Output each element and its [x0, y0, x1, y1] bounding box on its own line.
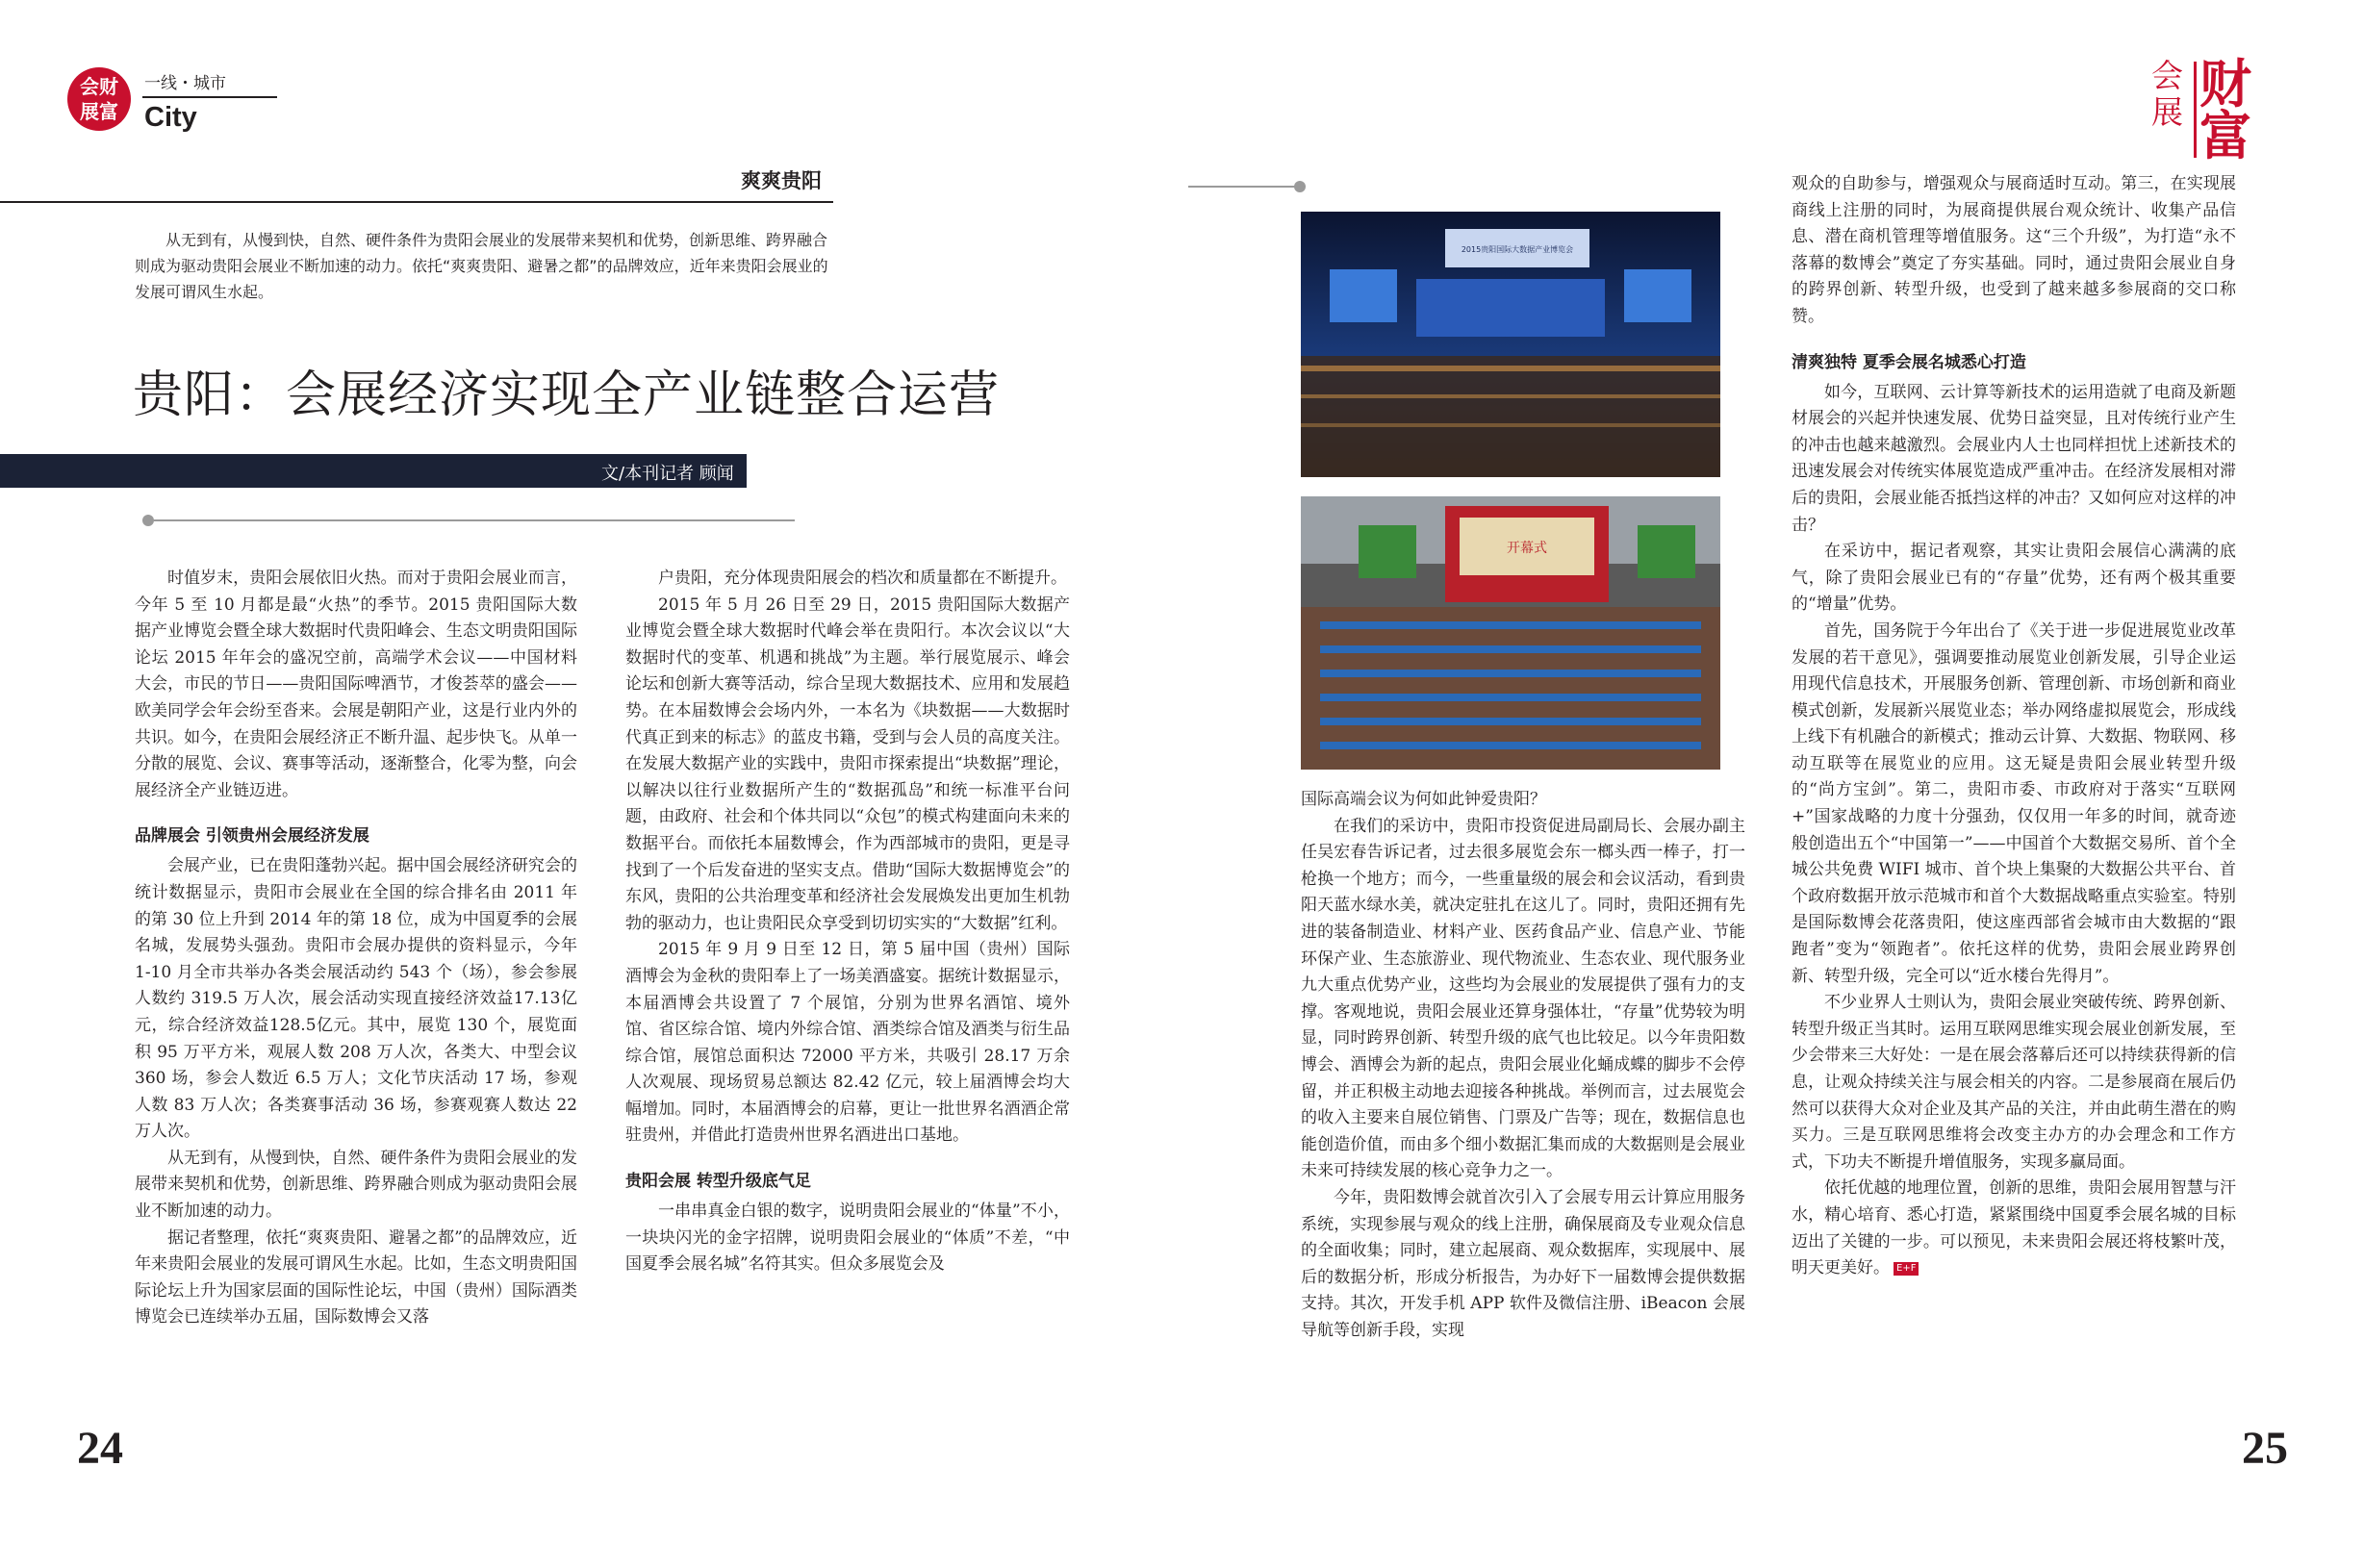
col1-subheading: 品牌展会 引领贵州会展经济发展 — [135, 826, 369, 847]
section-label-small: 一线・城市 — [144, 74, 226, 93]
col4-paragraph: 在采访中，据记者观察，其实让贵阳会展信心满满的底气，除了贵阳会展业已有的“存量”优势，还有两个极其重要的“增量”优势。 — [1792, 542, 2236, 615]
end-mark: E+F — [1894, 1262, 1919, 1276]
column-1 — [135, 566, 577, 1331]
photo-opening-ceremony-svg — [1301, 496, 1720, 770]
col4-subheading: 清爽独特 夏季会展名城悉心打造 — [1792, 352, 2026, 372]
col2-paragraph: 户贵阳，充分体现贵阳展会的档次和质量都在不断提升。 — [658, 569, 1067, 588]
article-kicker: 爽爽贵阳 — [741, 169, 822, 192]
column-2 — [625, 566, 1070, 1278]
kicker-rule — [0, 201, 833, 203]
logo-right-big: 财 富 — [2199, 53, 2251, 166]
col4-paragraph: 依托优越的地理位置，创新的思维，贵阳会展用智慧与汗水，精心培育、悉心打造，紧紧围绕中国夏季会展名城的目标迈出了关键的一步。可以预见，未来贵阳会展还将枝繁叶茂，明天更美好。 E+F — [1792, 1178, 2236, 1278]
photo-ceremony-text: 开幕式 — [1507, 541, 1547, 556]
col1-paragraph: 从无到有，从慢到快，自然、硬件条件为贵阳会展业的发展带来契机和优势，创新思维、跨界融合则成为驱动贵阳会展业不断加速的动力。 — [135, 1148, 577, 1222]
col2-paragraph: 一串串真金白银的数字，说明贵阳会展业的“体量”不小，一块块闪光的金字招牌，说明贵阳会展业的“体质”不差，“中国夏季会展名城”名符其实。但众多展览会及 — [625, 1201, 1070, 1275]
col1-paragraph: 会展产业，已在贵阳蓬勃兴起。据中国会展经济研究会的统计数据显示，贵阳市会展业在全国的综合排名由 2011 年的第 30 位上升到 2014 年的第 18 位，成为中国夏季的会展名城，发展势头强劲。贵阳市会展办提供的资料显示，今年 1-10 月全市共举办各类会展活动约 543 个（场），参会参展人数约 319.5 万人次，展会活动实现直接经济效益17.13亿元，综合经济效益128.5亿元。其中，展览 130 个，展览面积 95 万平方米，观展人数 208 万人次，各类大、中型会议 360 场，参会人数近 6.5 万人；文化节庆活动 17 场，参观人数 83 万人次；各类赛事活动 36 场，参赛观赛人数达 22 万人次。 — [135, 856, 577, 1142]
col3-paragraph: 在我们的采访中，贵阳市投资促进局副局长、会展办副主任吴宏春告诉记者，过去很多展览会东一榔头西一棒子，打一枪换一个地方；而今，一些重量级的展会和会议活动，看到贵阳天蓝水绿水美，就决定驻扎在这儿了。同时，贵阳还拥有先进的装备制造业、材料产业、医药食品产业、信息产业、节能环保产业、生态旅游业、现代物流业、生态农业、现代服务业九大重点优势产业，这些均为会展业的发展提供了强有力的支撑。客观地说，贵阳会展业还算身强体壮，“存量”优势较为明显，同时跨界创新、转型升级的底气也比较足。以今年贵阳数博会、酒博会为新的起点，贵阳会展业化蛹成蝶的脚步不会停留，并正积极主动地去迎接各种挑战。举例而言，过去展览会的收入主要来自展位销售、门票及广告等；现在，数据信息也能创造价值，而由多个细小数据汇集而成的大数据则是会展业未来可持续发展的核心竞争力之一。 — [1301, 816, 1745, 1181]
photo-big-data-expo-svg — [1301, 212, 1720, 477]
col3-paragraph: 国际高端会议为何如此钟爱贵阳？ — [1301, 790, 1546, 809]
section-label-city: City — [144, 102, 197, 133]
col4-paragraph: 不少业界人士则认为，贵阳会展业突破传统、跨界创新、转型升级正当其时。运用互联网思维实现会展业创新发展，至少会带来三大好处：一是在展会落幕后还可以持续获得新的信息，让观众持续关注与展会相关的内容。二是参展商在展后仍然可以获得大众对企业及其产品的关注，并由此萌生潜在的购买力。三是互联网思维将会改变主办方的办会理念和工作方式，下功夫不断提升增值服务，实现多赢局面。 — [1792, 993, 2236, 1172]
col2-subheading: 贵阳会展 转型升级底气足 — [625, 1172, 811, 1192]
gray-rule-left — [154, 519, 795, 521]
photo-opening-ceremony-hall — [1301, 496, 1720, 770]
logo-left-line2: 展富 — [80, 100, 118, 123]
article-lead: 从无到有，从慢到快，自然、硬件条件为贵阳会展业的发展带来契机和优势，创新思维、跨界融合则成为驱动贵阳会展业不断加速的动力。依托“爽爽贵阳、避暑之都”的品牌效应，近年来贵阳会展业的发展可谓风生水起。 — [135, 231, 828, 301]
gray-rule-right — [1188, 186, 1296, 188]
col1-paragraph: 时值岁末，贵阳会展依旧火热。而对于贵阳会展业而言，今年 5 至 10 月都是最“火热”的季节。2015 贵阳国际大数据产业博览会暨全球大数据时代贵阳峰会、生态文明贵阳国际论坛 2015 年年会的盛况空前，高端学术会议——中国材料大会，市民的节日——贵阳国际啤酒节，才俊荟萃的盛会——欧美同学会年会纷至沓来。会展是朝阳产业，这是行业内外的共识。如今，在贵阳会展经济正不断升温、起步快飞。从单一分散的展览、会议、赛事等活动，逐渐整合，化零为整，向会展经济全产业链迈进。 — [135, 569, 577, 800]
magazine-logo-right — [2151, 53, 2291, 166]
column-4 — [1792, 171, 2236, 1282]
logo-right-bar — [2194, 62, 2197, 158]
col2-paragraph: 2015 年 5 月 26 日至 29 日，2015 贵阳国际大数据产业博览会暨全球大数据时代峰会举在贵阳行。本次会议以“大数据时代的变革、机遇和挑战”为主题。举行展览展示、峰会论坛和创新大赛等活动，综合呈现大数据技术、应用和发展趋势。在本届数博会会场内外，一本名为《块数据——大数据时代真正到来的标志》的蓝皮书籍，受到与会人员的高度关注。在发展大数据产业的实践中，贵阳市探索提出“块数据”理论，以解决以往行业数据所产生的“数据孤岛”和统一标准平台问题，由政府、社会和个体共同以“众包”的模式构建面向未来的数据平台。而依托本届数博会，作为西部城市的贵阳，更是寻找到了一个后发奋进的坚实支点。借助“国际大数据博览会”的东风，贵阳的公共治理变革和经济社会发展焕发出更加生机勃勃的驱动力，也让贵阳民众享受到切切实实的“大数据”红利。 — [625, 594, 1070, 933]
photo-screen-text: 2015贵阳国际大数据产业博览会 — [1461, 245, 1574, 254]
col1-paragraph: 据记者整理，依托“爽爽贵阳、避暑之都”的品牌效应，近年来贵阳会展业的发展可谓风生水起。比如，生态文明贵阳国际论坛上升为国家层面的国际性论坛，中国（贵州）国际酒类博览会已连续举办五届，国际数博会又落 — [135, 1227, 577, 1328]
logo-right-small: 会 展 — [2151, 57, 2183, 131]
section-rule — [142, 96, 277, 98]
col4-paragraph: 观众的自助参与，增强观众与展商适时互动。第三，在实现展商线上注册的同时，为展商提供展台观众统计、收集产品信息、潜在商机管理等增值服务。这“三个升级”，为打造“永不落幕的数博会”奠定了夯实基础。同时，通过贵阳会展业自身的跨界创新、转型升级，也受到了越来越多参展商的交口称赞。 — [1792, 174, 2236, 326]
col2-paragraph: 2015 年 9 月 9 日至 12 日，第 5 届中国（贵州）国际酒博会为金秋的贵阳奉上了一场美酒盛宴。据统计数据显示，本届酒博会共设置了 7 个展馆，分别为世界名酒馆、境外馆、省区综合馆、境内外综合馆、酒类综合馆及酒类与衍生品综合馆，展馆总面积达 72000 平方米，共吸引 28.17 万余人次观展、现场贸易总额达 82.42 亿元，较上届酒博会均大幅增加。同时，本届酒博会的启幕，更让一批世界名酒酒企常驻贵州，并借此打造贵州世界名酒进出口基地。 — [625, 940, 1070, 1146]
photo-big-data-expo-hall — [1301, 212, 1720, 477]
logo-left-line1: 会财 — [80, 75, 118, 98]
page-number-right: 25 — [2242, 1423, 2288, 1474]
page-number-left: 24 — [77, 1423, 123, 1474]
col3-paragraph: 今年，贵阳数博会就首次引入了会展专用云计算应用服务系统，实现参展与观众的线上注册，确保展商及专业观众信息的全面收集；同时，建立起展商、观众数据库，实现展中、展后的数据分析，形成分析报告，为办好下一届数博会提供数据支持。其次，开发手机 APP 软件及微信注册、iBeacon 会展导航等创新手段，实现 — [1301, 1187, 1745, 1340]
article-byline: 文/本刊记者 顾闻 — [601, 464, 734, 484]
column-3 — [1301, 787, 1745, 1344]
rule-dot-right — [1294, 181, 1306, 192]
article-headline: 贵阳：会展经济实现全产业链整合运营 — [133, 367, 1001, 424]
rule-dot-left — [142, 515, 154, 526]
col4-paragraph: 如今，互联网、云计算等新技术的运用造就了电商及新题材展会的兴起并快速发展、优势日益突显，且对传统行业产生的冲击也越来越激烈。会展业内人士也同样担忧上述新技术的迅速发展会对传统实体展览造成严重冲击。在经济发展相对滞后的贵阳，会展业能否抵挡这样的冲击？又如何应对这样的冲击？ — [1792, 382, 2236, 535]
magazine-logo-left — [67, 67, 131, 131]
col4-paragraph: 首先，国务院于今年出台了《关于进一步促进展览业改革发展的若干意见》，强调要推动展览业创新发展，引导企业运用现代信息技术，开展服务创新、管理创新、市场创新和商业模式创新，发展新兴展览业态；举办网络虚拟展览会，形成线上线下有机融合的新模式；推动云计算、大数据、物联网、移动互联等在展览业的应用。这无疑是贵阳会展业转型升级的“尚方宝剑”。第二，贵阳市委、市政府对于落实“互联网 +”国家战略的力度十分强劲，仅仅用一年多的时间，就奇迹般创造出五个“中国第一”——中国首个大数据交易所、首个全城公共免费 WIFI 城市、首个块上集聚的大数据公共平台、首个政府数据开放示范城市和首个大数据战略重点实验室。特别是国际数博会花落贵阳，使这座西部省会城市由大数据的“跟跑者”变为“领跑者”。依托这样的优势，贵阳会展业跨界创新、转型升级，完全可以“近水楼台先得月”。 — [1792, 620, 2236, 986]
